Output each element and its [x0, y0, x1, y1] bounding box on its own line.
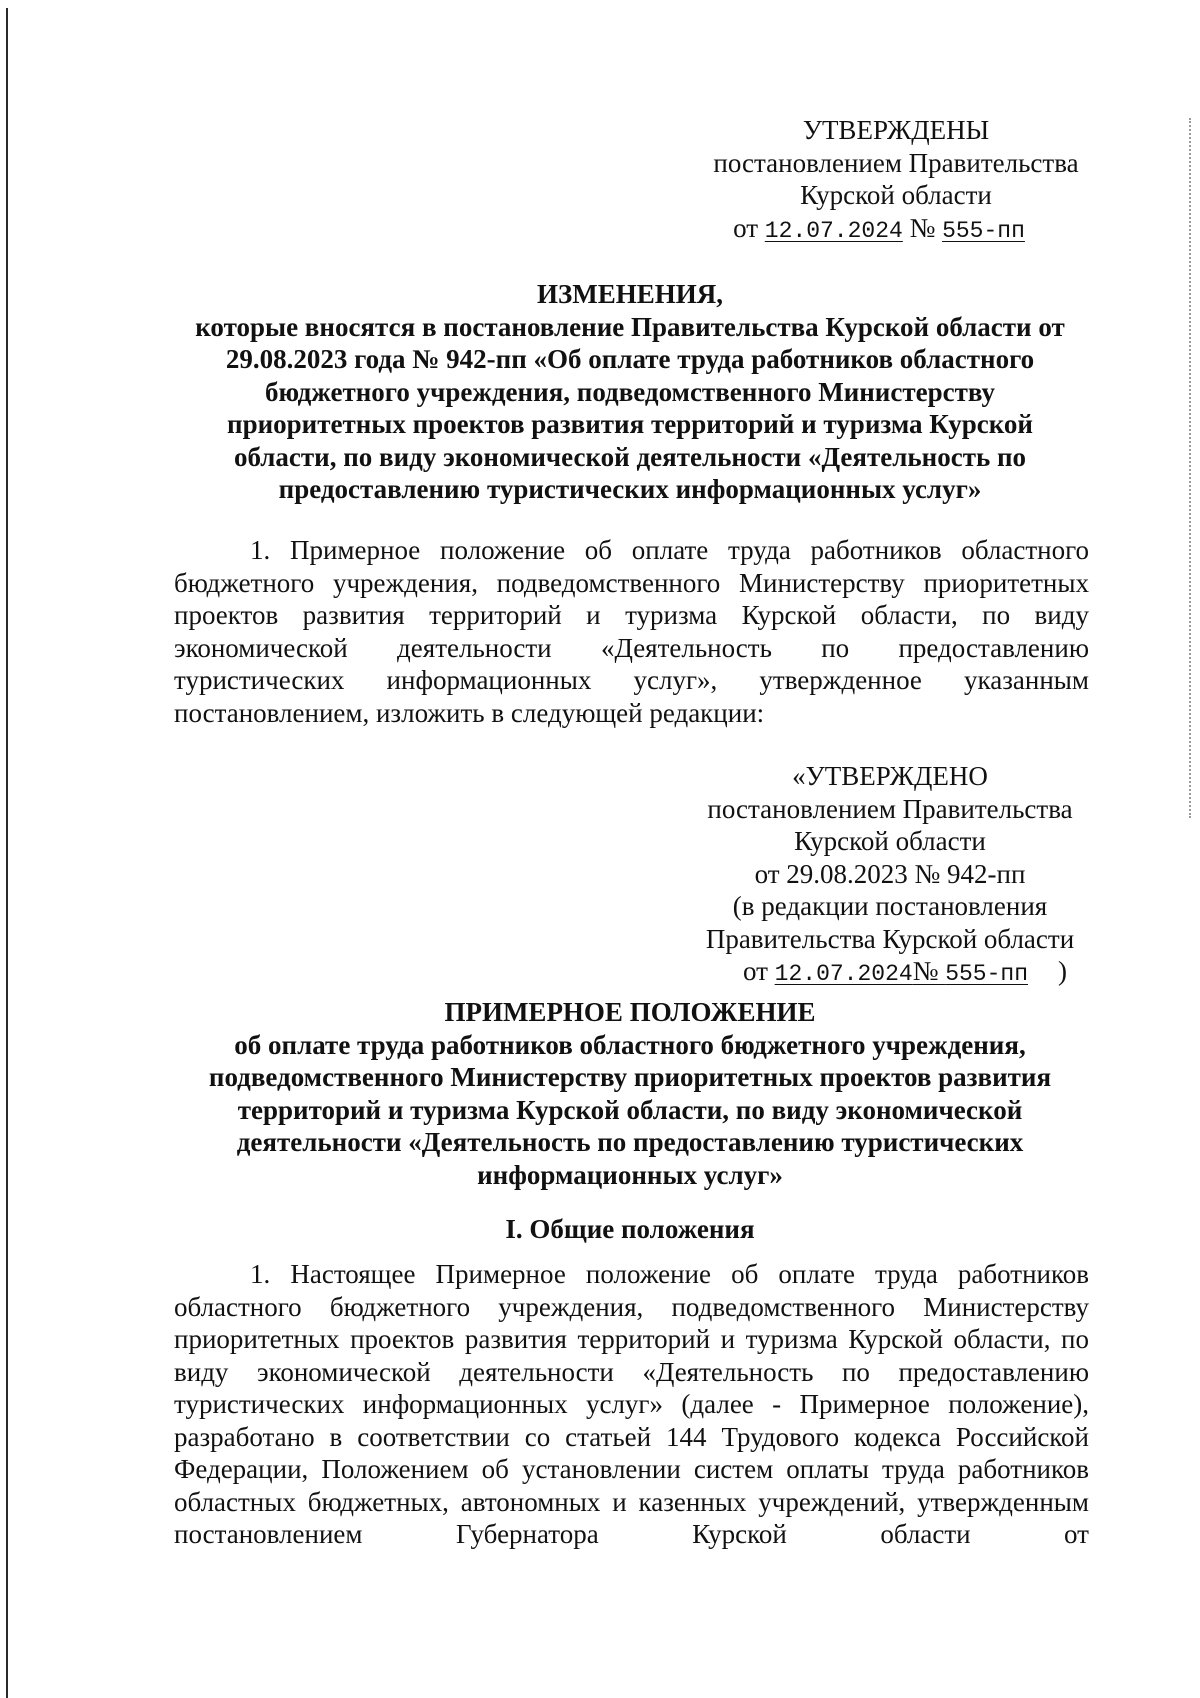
approval-line: от 29.08.2023 № 942-пп: [754, 858, 1026, 889]
regulation-heading: [170, 996, 1090, 1191]
approval-date: 12.07.2024: [764, 217, 903, 244]
approval-line: постановлением Правительства: [713, 147, 1079, 178]
changes-title: ИЗМЕНЕНИЯ,: [536, 279, 723, 309]
regulation-title: ПРИМЕРНОЕ ПОЛОЖЕНИЕ: [444, 997, 816, 1027]
heading-line: которые вносятся в постановление Правительства Курской области от: [195, 311, 1065, 342]
changes-heading: [170, 278, 1090, 506]
scan-left-edge: [6, 8, 8, 1698]
heading-line: информационных услуг»: [477, 1159, 783, 1190]
heading-line: деятельности «Деятельность по предоставлению туристических: [236, 1127, 1024, 1157]
approval-line: Курской области: [800, 180, 992, 210]
approval-block-2: [690, 760, 1090, 991]
approval-date-line: от 12.07.2024 № 555-пп: [700, 212, 1092, 248]
approval-title: УТВЕРЖДЕНЫ: [802, 115, 990, 145]
heading-line: об оплате труда работников областного бюджетного учреждения,: [234, 1029, 1026, 1060]
approval-line: Правительства Курской области: [705, 923, 1075, 954]
heading-line: 29.08.2023 года № 942-пп «Об оплате труда работников областного: [225, 344, 1035, 374]
approval-date-line: от 12.07.2024№ 555-пп ): [742, 956, 1068, 987]
approval-number: 555-пп: [945, 961, 1029, 987]
scan-right-edge: [1189, 118, 1191, 818]
heading-line: приоритетных проектов развития территорий и туризма Курской: [227, 409, 1033, 439]
section-paragraph-1: 1. Настоящее Примерное положение об оплате труда работников областного бюджетного учреждения, подведомственного Министерству приоритетных проектов развития территорий и туризма Курской области, по виду экономической деятельности «Деятельность по предоставлению туристических информационных услуг» (далее - Примерное положение), разработано в соответствии со статьей 144 Трудового кодекса Российской Федерации, Положением об установлении систем оплаты труда работников областных бюджетных, автономных и казенных учреждений, утвержденным постановлением Губернатора Курской области от: [174, 1259, 1089, 1549]
approval-line: Курской области: [794, 826, 986, 856]
approval-block-1: [700, 114, 1092, 247]
approval-number: 555-пп: [942, 217, 1025, 244]
approval-line: (в редакции постановления: [732, 891, 1048, 921]
heading-line: подведомственного Министерству приоритетных проектов развития: [208, 1062, 1052, 1092]
amendment-paragraph: 1. Примерное положение об оплате труда работников областного бюджетного учреждения, подведомственного Министерству приоритетных проектов развития территорий и туризма Курской области, по виду экономической деятельности «Деятельность по предоставлению туристических информационных услуг», утвержденное указанным постановлением, изложить в следующей редакции:: [174, 535, 1089, 728]
approval-line: постановлением Правительства: [707, 793, 1073, 824]
heading-line: области, по виду экономической деятельности «Деятельность по: [233, 441, 1027, 472]
heading-line: бюджетного учреждения, подведомственного Министерству: [264, 376, 996, 407]
heading-line: предоставлению туристических информационных услуг»: [278, 474, 982, 504]
heading-line: территорий и туризма Курской области, по виду экономической: [237, 1094, 1023, 1125]
approval-title: «УТВЕРЖДЕНО: [792, 761, 988, 791]
approval-date: 12.07.2024: [774, 961, 913, 987]
section-title: I. Общие положения: [505, 1214, 755, 1244]
